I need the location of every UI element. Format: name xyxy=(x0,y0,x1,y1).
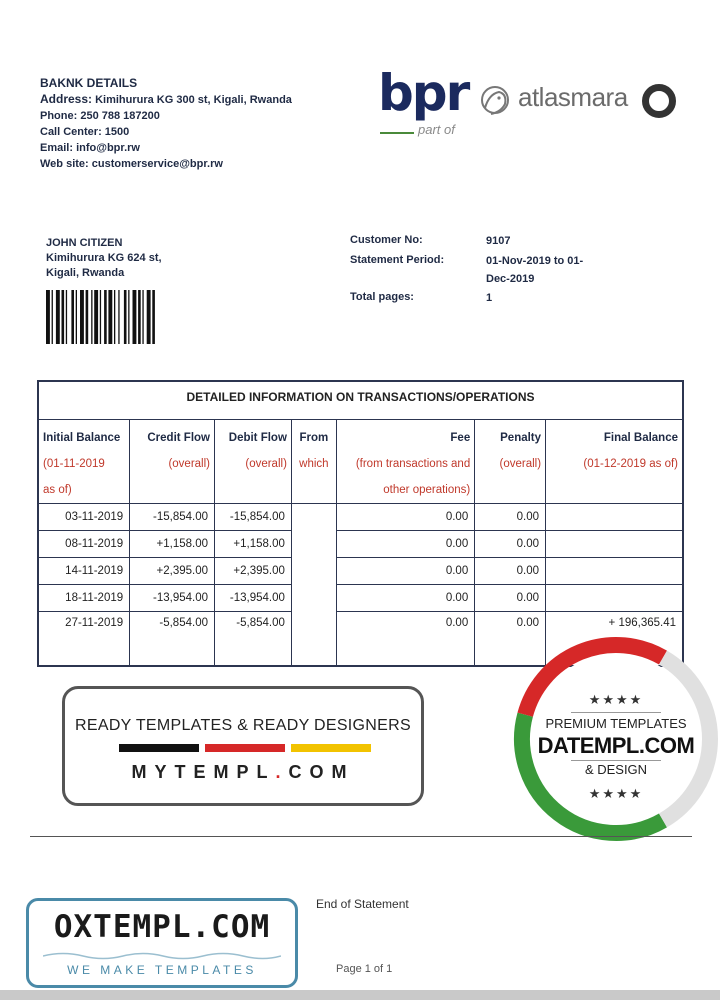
end-of-statement: End of Statement xyxy=(316,897,409,911)
barcode xyxy=(46,290,212,344)
row-final xyxy=(546,584,683,611)
customer-no-label: Customer No: xyxy=(350,234,423,246)
bank-address-label: Address: xyxy=(40,92,93,106)
watermark-mytempl xyxy=(62,686,424,806)
transactions-table xyxy=(37,380,684,667)
seal-line2: DATEMPL.COM xyxy=(537,733,695,758)
row-fee: 0.00 xyxy=(336,530,474,557)
header-fee: Fee (from transactions and other operations) xyxy=(336,419,474,503)
color-bar xyxy=(291,744,371,752)
header-final-balance: Final Balance (01-12-2019 as of) xyxy=(546,419,683,503)
seal-line1: PREMIUM TEMPLATES xyxy=(545,716,687,731)
statement-period-line2: Dec-2019 xyxy=(486,273,535,285)
watermark-oxtempl xyxy=(26,898,298,988)
row-fee: 0.00 xyxy=(336,503,474,530)
row-debit: +1,158.00 xyxy=(215,530,292,557)
row-debit: -13,954.00 xyxy=(215,584,292,611)
row-final xyxy=(546,503,683,530)
row-credit: +2,395.00 xyxy=(130,557,215,584)
oxtempl-title: OXTEMPL.COM xyxy=(53,909,271,945)
customer-address-line1: Kimihurura KG 624 st, xyxy=(46,252,162,264)
row-penalty: 0.00 xyxy=(475,611,546,666)
header-initial-balance: Initial Balance (01-11-2019 as of) xyxy=(38,419,130,503)
row-debit: +2,395.00 xyxy=(215,557,292,584)
table-title: DETAILED INFORMATION ON TRANSACTIONS/OPERATIONS xyxy=(38,381,683,419)
page-number: Page 1 of 1 xyxy=(336,963,393,975)
bank-website: Web site: customerservice@bpr.rw xyxy=(40,158,223,170)
header-penalty: Penalty (overall) xyxy=(475,419,546,503)
bank-email: Email: info@bpr.rw xyxy=(40,142,140,154)
from-which-column xyxy=(291,503,336,666)
row-fee: 0.00 xyxy=(336,557,474,584)
logo-part-of: part of xyxy=(418,122,455,137)
row-debit: -5,854.00 xyxy=(215,611,292,666)
row-penalty: 0.00 xyxy=(475,584,546,611)
table-row xyxy=(38,557,683,584)
row-fee: 0.00 xyxy=(336,584,474,611)
ring-icon xyxy=(642,84,676,118)
total-pages-value: 1 xyxy=(486,292,493,304)
watermark-tagline: READY TEMPLATES & READY DESIGNERS xyxy=(75,717,411,734)
row-date: 08-11-2019 xyxy=(38,530,130,557)
customer-address-line2: Kigali, Rwanda xyxy=(46,267,125,279)
row-credit: -13,954.00 xyxy=(130,584,215,611)
total-pages-label: Total pages: xyxy=(350,291,414,303)
oxtempl-tagline: WE MAKE TEMPLATES xyxy=(67,963,257,977)
color-bar xyxy=(119,744,199,752)
bank-address xyxy=(40,91,292,108)
table-row xyxy=(38,530,683,557)
table-row xyxy=(38,584,683,611)
bottom-strip xyxy=(0,990,720,1000)
bank-details xyxy=(40,75,292,172)
customer-block xyxy=(46,236,162,281)
logo-partner: atlasmara xyxy=(518,82,628,112)
seal-line3: & DESIGN xyxy=(584,762,648,777)
row-credit: +1,158.00 xyxy=(130,530,215,557)
seal-stars-top: ★★★★ xyxy=(588,692,644,707)
table-row xyxy=(38,503,683,530)
color-bar xyxy=(205,744,285,752)
row-penalty: 0.00 xyxy=(475,557,546,584)
bank-details-heading: BAKNK DETAILS xyxy=(40,76,138,90)
row-date: 27-11-2019 xyxy=(38,611,130,666)
row-credit: -5,854.00 xyxy=(130,611,215,666)
row-fee: 0.00 xyxy=(336,611,474,666)
row-final: + 196,365.41 xyxy=(546,611,683,666)
row-credit: -15,854.00 xyxy=(130,503,215,530)
seal-stars-bottom: ★★★★ xyxy=(588,786,644,801)
bank-address-value: Kimihurura KG 300 st, Kigali, Rwanda xyxy=(95,94,292,106)
bank-phone: Phone: 250 788 187200 xyxy=(40,110,160,122)
row-date: 03-11-2019 xyxy=(38,503,130,530)
premium-seal xyxy=(513,636,719,842)
header-from-which: From which xyxy=(291,419,336,503)
statement-period-line1: 01-Nov-2019 to 01- xyxy=(486,255,584,267)
wave-icon xyxy=(43,951,281,961)
header-credit-flow: Credit Flow (overall) xyxy=(130,419,215,503)
row-final xyxy=(546,530,683,557)
lion-icon xyxy=(475,82,515,122)
seal-rule xyxy=(571,760,661,761)
watermark-site: MYTEMPL.COM xyxy=(131,762,355,782)
customer-name: JOHN CITIZEN xyxy=(46,237,123,249)
row-final xyxy=(546,557,683,584)
seal-rule xyxy=(571,712,661,713)
logo-underline xyxy=(380,132,414,134)
statement-period-label: Statement Period: xyxy=(350,254,445,266)
footer-divider xyxy=(30,836,692,837)
logo-brand: bpr xyxy=(378,64,469,122)
bank-call-center: Call Center: 1500 xyxy=(40,126,130,138)
row-date: 14-11-2019 xyxy=(38,557,130,584)
header-debit-flow: Debit Flow (overall) xyxy=(215,419,292,503)
customer-no-value: 9107 xyxy=(486,235,511,247)
row-penalty: 0.00 xyxy=(475,503,546,530)
row-date: 18-11-2019 xyxy=(38,584,130,611)
table-header-row xyxy=(38,419,683,503)
row-penalty: 0.00 xyxy=(475,530,546,557)
row-debit: -15,854.00 xyxy=(215,503,292,530)
bank-logo xyxy=(378,64,688,140)
